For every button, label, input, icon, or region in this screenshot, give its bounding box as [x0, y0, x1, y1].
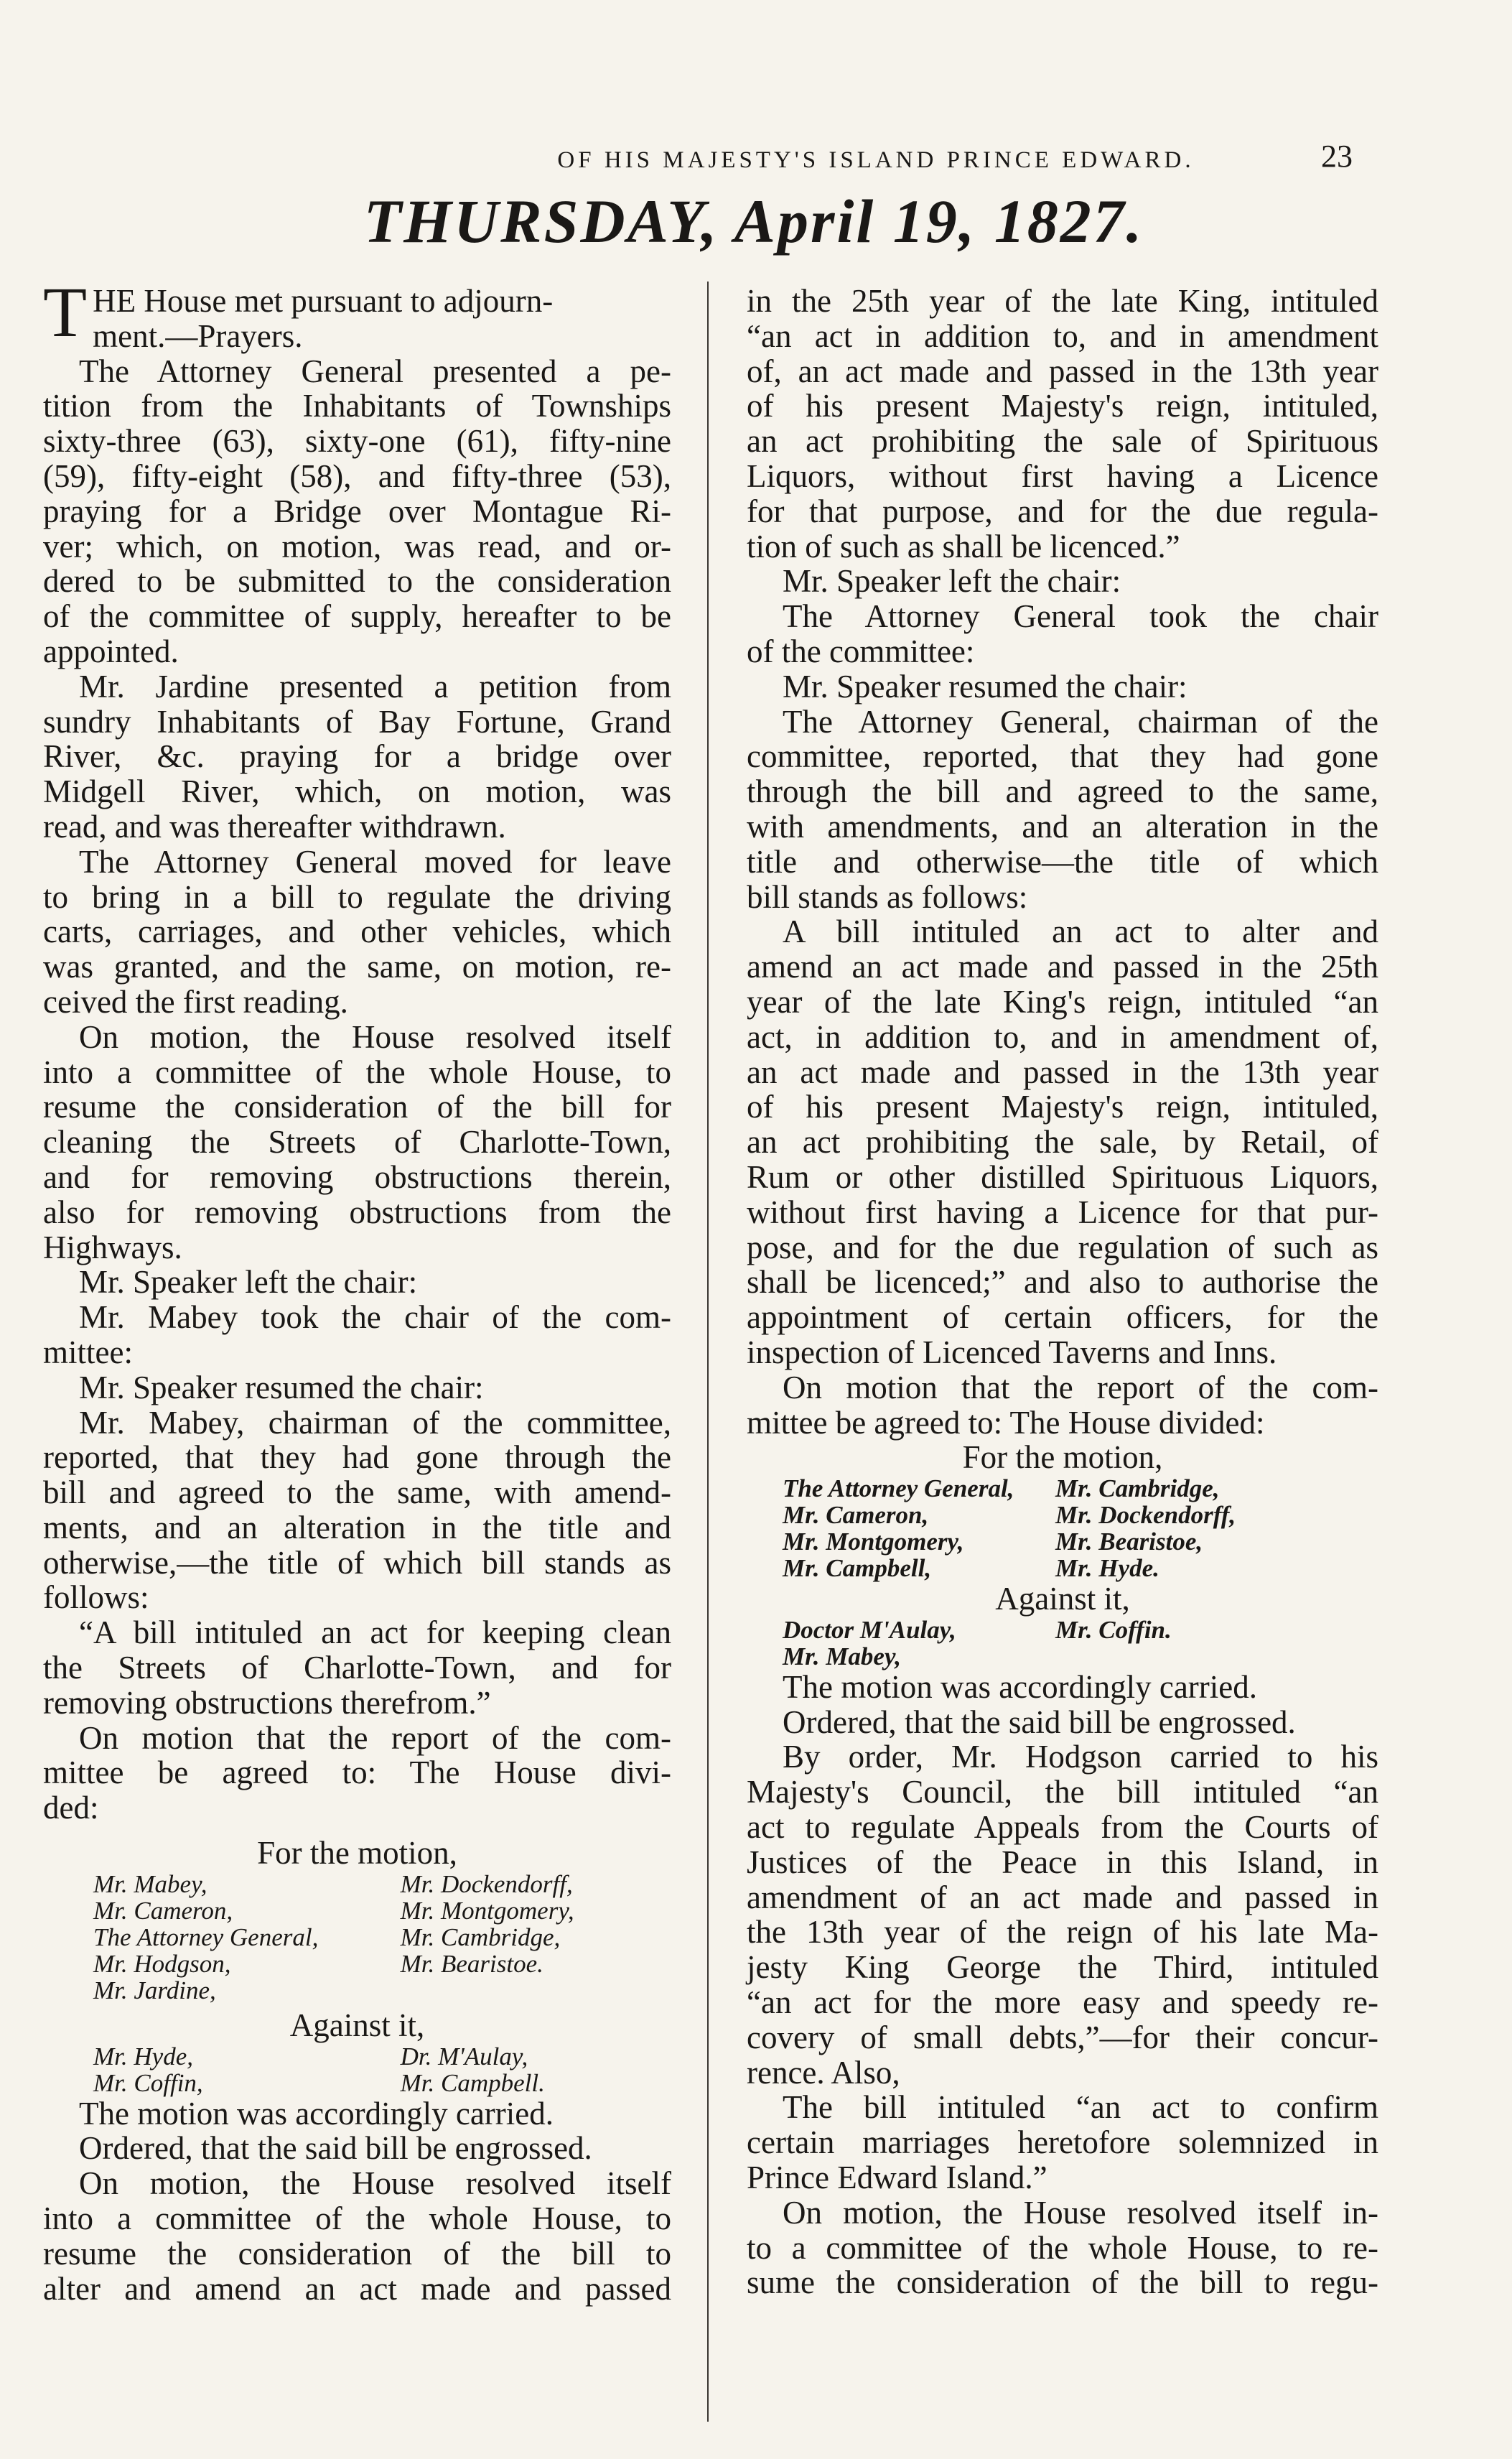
text-line: covery of small debts,”—for their concur-	[747, 2019, 1378, 2055]
text-line: ceived the first reading.	[43, 983, 348, 1020]
voter-name: Mr. Coffin,	[93, 2068, 203, 2097]
vote-list-for	[747, 1475, 1378, 1581]
text-line: On motion that the report of the com-	[783, 1369, 1378, 1405]
text-line: tition from the Inhabitants of Townships	[43, 388, 671, 424]
text-line: to bring in a bill to regulate the driving	[43, 878, 671, 915]
text-line: praying for a Bridge over Montague Ri-	[43, 493, 671, 529]
paragraph	[747, 914, 1378, 1370]
vote-list-against	[43, 2043, 671, 2096]
voter-name: Mr. Bearistoe,	[1055, 1528, 1203, 1556]
text-line: into a committee of the whole House, to	[43, 1054, 671, 1090]
text-line: On motion that the report of the com-	[79, 1719, 671, 1756]
right-column	[747, 284, 1378, 2300]
text-line: Mr. Speaker left the chair:	[783, 563, 1121, 600]
vote-row	[747, 1475, 1378, 1502]
paragraph	[747, 1739, 1378, 2090]
text-line: The Attorney General presented a pe-	[79, 353, 671, 389]
paragraph	[747, 1370, 1378, 1441]
voter-name: Mr. Mabey,	[93, 1869, 207, 1898]
text-line: of his present Majesty's reign, intituled,	[747, 1089, 1378, 1125]
text-line: alter and amend an act made and passed	[43, 2270, 671, 2307]
voter-name: Mr. Cameron,	[93, 1896, 233, 1925]
text-line: of the committee of supply, hereafter to be	[43, 598, 671, 635]
text-line: follows:	[43, 1579, 149, 1616]
vote-row	[747, 1617, 1378, 1643]
paragraph	[747, 2090, 1378, 2195]
text-line: read, and was thereafter withdrawn.	[43, 808, 506, 845]
text-line: through the bill and agreed to the same,	[747, 773, 1378, 810]
paragraph	[747, 2195, 1378, 2300]
text-line: ded:	[43, 1790, 99, 1826]
text-line: removing obstructions therefrom.”	[43, 1684, 491, 1721]
text-line: committee, reported, that they had gone	[747, 738, 1378, 775]
running-head: OF HIS MAJESTY'S ISLAND PRINCE EDWARD.	[557, 147, 1195, 173]
text-line: mittee be agreed to: The House divided:	[747, 1404, 1265, 1441]
left-column	[43, 272, 671, 2307]
paragraph	[43, 669, 671, 845]
paragraph	[43, 1020, 671, 1265]
text-line: for that purpose, and for the due regula-	[747, 493, 1378, 529]
voter-name: Mr. Campbell,	[783, 1554, 932, 1583]
vote-row	[43, 1897, 671, 1924]
quoted-title	[43, 1615, 671, 1720]
voter-name: Mr. Cambridge,	[400, 1923, 561, 1951]
text-line: into a committee of the whole House, to	[43, 2200, 671, 2237]
voter-name: Mr. Hodgson,	[93, 1949, 231, 1978]
voter-name: Mr. Mabey,	[783, 1642, 901, 1670]
text-line: an act prohibiting the sale, by Retail, of	[747, 1124, 1378, 1161]
text-line: without first having a Licence for that pur-	[747, 1194, 1378, 1230]
paragraph	[43, 845, 671, 1020]
text-line: The motion was accordingly carried.	[79, 2095, 554, 2132]
text-line: rence. Also,	[747, 2054, 900, 2091]
voter-name: Mr. Campbell.	[400, 2068, 545, 2097]
paragraph	[43, 2166, 671, 2306]
text-line: an act prohibiting the sale of Spirituous	[747, 423, 1378, 460]
voter-name: Mr. Montgomery,	[783, 1528, 964, 1556]
text-line: to a committee of the whole House, to re-	[747, 2229, 1378, 2266]
text-line: bill stands as follows:	[747, 878, 1028, 915]
text-line: On motion, the House resolved itself	[79, 1018, 671, 1055]
text-line: The bill intituled “an act to confirm	[783, 2089, 1378, 2126]
text-line: the Streets of Charlotte-Town, and for	[43, 1650, 671, 1686]
text-line: otherwise,—the title of which bill stands as	[43, 1544, 671, 1581]
text-line: HE House met pursuant to adjourn-	[93, 283, 554, 319]
voter-name: Mr. Hyde,	[93, 2042, 193, 2070]
text-line: Mr. Mabey took the chair of the com-	[79, 1299, 671, 1336]
vote-row	[43, 2043, 671, 2070]
vote-against-heading: Against it,	[995, 1581, 1130, 1617]
text-line: reported, that they had gone through the	[43, 1439, 671, 1476]
text-line: resume the consideration of the bill for	[43, 1089, 671, 1125]
text-line: “an act in addition to, and in amendment	[747, 317, 1378, 354]
vote-row	[43, 2070, 671, 2096]
text-line: bill and agreed to the same, with amend-	[43, 1474, 671, 1511]
vote-against-heading: Against it,	[289, 2007, 425, 2043]
voter-name: Mr. Bearistoe.	[400, 1949, 543, 1978]
voter-name: Mr. Coffin.	[1055, 1615, 1172, 1644]
text-line: ver; which, on motion, was read, and or-	[43, 528, 671, 564]
text-line: Ordered, that the said bill be engrossed.	[783, 1703, 1296, 1740]
vote-row	[747, 1528, 1378, 1555]
vote-for-heading: For the motion,	[962, 1439, 1163, 1476]
text-line: inspection of Licenced Taverns and Inns.	[747, 1334, 1277, 1370]
text-line: The motion was accordingly carried.	[783, 1668, 1258, 1705]
text-line: Mr. Speaker resumed the chair:	[783, 668, 1187, 705]
paragraph	[43, 1721, 671, 1826]
text-line: Ordered, that the said bill be engrossed.	[79, 2130, 592, 2167]
text-line: of the committee:	[747, 633, 975, 669]
text-line: River, &c. praying for a bridge over	[43, 738, 671, 775]
vote-row	[43, 1977, 671, 2004]
text-line: The Attorney General moved for leave	[79, 843, 671, 880]
text-line: with amendments, and an alteration in the	[747, 808, 1378, 845]
text-line: (59), fifty-eight (58), and fifty-three (53),	[43, 457, 671, 494]
text-line: sixty-three (63), sixty-one (61), fifty-nine	[43, 423, 671, 460]
text-line: the 13th year of the reign of his late Ma-	[747, 1914, 1378, 1951]
voter-name: Mr. Hyde.	[1055, 1554, 1159, 1583]
voter-name: Mr. Cambridge,	[1055, 1474, 1220, 1503]
voter-name: Mr. Jardine,	[93, 1976, 216, 2004]
vote-row	[747, 1502, 1378, 1528]
text-line: mittee:	[43, 1334, 133, 1370]
text-line: On motion, the House resolved itself	[79, 2165, 671, 2202]
text-line: Mr. Speaker left the chair:	[79, 1264, 418, 1301]
text-line: The Attorney General took the chair	[783, 598, 1378, 635]
text-line: “an act for the more easy and speedy re-	[747, 1984, 1378, 2021]
paragraph	[43, 1405, 671, 1616]
voter-name: Mr. Cameron,	[783, 1501, 929, 1530]
text-line: Liquors, without first having a Licence	[747, 457, 1378, 494]
text-line: Mr. Speaker resumed the chair:	[79, 1369, 484, 1405]
text-line: Highways.	[43, 1229, 182, 1265]
text-line: sume the consideration of the bill to regu-	[747, 2264, 1378, 2301]
text-line: also for removing obstructions from the	[43, 1194, 671, 1230]
text-line: and for removing obstructions therein,	[43, 1158, 671, 1195]
text-line: amendment of an act made and passed in	[747, 1879, 1378, 1915]
text-line: was granted, and the same, on motion, re-	[43, 949, 671, 985]
text-line: act, in addition to, and in amendment of,	[747, 1018, 1378, 1055]
text-line: Midgell River, which, on motion, was	[43, 773, 671, 810]
vote-row	[43, 1951, 671, 1977]
text-line: A bill intituled an act to alter and	[783, 914, 1378, 950]
text-line: tion of such as shall be licenced.”	[747, 528, 1180, 564]
text-line: ments, and an alteration in the title and	[43, 1509, 671, 1545]
text-line: On motion, the House resolved itself in-	[783, 2194, 1378, 2231]
voter-name: The Attorney General,	[783, 1474, 1014, 1503]
text-line: year of the late King's reign, intituled “an	[747, 983, 1378, 1020]
paragraph	[747, 284, 1378, 564]
voter-name: Mr. Dockendorff,	[1055, 1501, 1236, 1530]
paragraph	[747, 705, 1378, 915]
text-line: amend an act made and passed in the 25th	[747, 949, 1378, 985]
paragraph	[43, 354, 671, 669]
voter-name: Dr. M'Aulay,	[400, 2042, 528, 2070]
text-line: Mr. Mabey, chairman of the committee,	[79, 1404, 671, 1441]
vote-row	[43, 1924, 671, 1951]
drop-cap: T	[43, 272, 88, 352]
vote-row	[747, 1643, 1378, 1670]
text-line: act to regulate Appeals from the Courts of	[747, 1809, 1378, 1846]
voter-name: Mr. Montgomery,	[400, 1896, 574, 1925]
text-line: cleaning the Streets of Charlotte-Town,	[43, 1124, 671, 1161]
voter-name: Mr. Dockendorff,	[400, 1869, 573, 1898]
text-line: shall be licenced;” and also to authorise the	[747, 1264, 1378, 1301]
page-number: 23	[1321, 139, 1353, 174]
text-line: sundry Inhabitants of Bay Fortune, Grand	[43, 703, 671, 740]
text-line: jesty King George the Third, intituled	[747, 1949, 1378, 1986]
text-line: certain marriages heretofore solemnized in	[747, 2124, 1378, 2161]
text-line: Mr. Jardine presented a petition from	[79, 668, 671, 705]
column-divider	[707, 282, 709, 2422]
voter-name: The Attorney General,	[93, 1923, 319, 1951]
voter-name: Doctor M'Aulay,	[783, 1615, 956, 1644]
text-line: By order, Mr. Hodgson carried to his	[783, 1739, 1378, 1775]
vote-list-for	[43, 1871, 671, 2004]
vote-row	[43, 1871, 671, 1897]
text-line: Justices of the Peace in this Island, in	[747, 1844, 1378, 1880]
text-line: carts, carriages, and other vehicles, which	[43, 914, 671, 950]
vote-row	[747, 1555, 1378, 1581]
text-line: ment.—Prayers.	[93, 317, 303, 354]
text-line: an act made and passed in the 13th year	[747, 1054, 1378, 1090]
text-line: pose, and for the due regulation of such as	[747, 1229, 1378, 1265]
text-line: The Attorney General, chairman of the	[783, 703, 1378, 740]
text-line: in the 25th year of the late King, intituled	[747, 283, 1378, 319]
text-line: of his present Majesty's reign, intituled,	[747, 388, 1378, 424]
text-line: resume the consideration of the bill to	[43, 2235, 671, 2272]
text-line: Prince Edward Island.”	[747, 2160, 1047, 2196]
text-line: “A bill intituled an act for keeping clean	[79, 1614, 671, 1651]
text-line: dered to be submitted to the consideration	[43, 563, 671, 600]
text-line: of, an act made and passed in the 13th year	[747, 353, 1378, 389]
text-line: appointment of certain officers, for the	[747, 1299, 1378, 1336]
text-line: Majesty's Council, the bill intituled “an	[747, 1774, 1378, 1810]
text-line: appointed.	[43, 633, 179, 669]
vote-for-heading: For the motion,	[257, 1835, 457, 1872]
vote-list-against	[747, 1617, 1378, 1670]
text-line: Rum or other distilled Spirituous Liquors,	[747, 1158, 1378, 1195]
text-line: title and otherwise—the title of which	[747, 843, 1378, 880]
date-heading: THURSDAY, April 19, 1827.	[363, 187, 1144, 256]
text-line: mittee be agreed to: The House divi-	[43, 1754, 671, 1791]
